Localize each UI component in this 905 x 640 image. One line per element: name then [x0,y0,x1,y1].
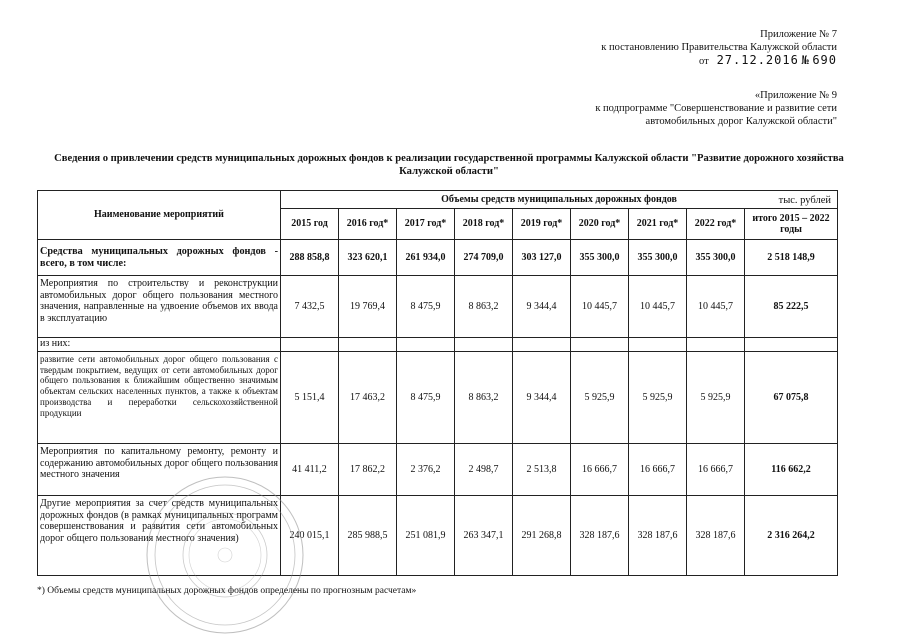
table-row: Мероприятия по капитальному ремонту, ремонту и содержанию автомобильных дорог общего пользования местного значения 41 411,2 17 862,2 2 376,2 2 498,7 2 513,8 16 666,7 16 666,7 16 666,7 116 662,2 [38,444,838,496]
resolution-date: 27.12.2016 [716,53,799,67]
table-row: Средства муниципальных дорожных фондов - всего, в том числе: 288 858,8 323 620,1 261 934,0 274 709,0 303 127,0 355 300,0 355 300,0 355 300,0 2 518 148,9 [38,240,838,276]
document-title: Сведения о привлечении средств муниципальных дорожных фондов к реализации государственной программы Калужской области "Развитие дорожного хозяйства Калужской области" [54,153,844,177]
table-row: Другие мероприятия за счет средств муниципальных дорожных фондов (в рамках муниципальных программ совершенствования и развития сети автомобильных дорог общего пользования местного значения) 240 015,1 285 988,5 251 081,9 263 347,1 291 268,8 328 187,6 328 187,6 328 187,6 2 316 264,2 [38,496,838,576]
year-header: 2019 год* [513,209,571,240]
row-name: Мероприятия по строительству и реконструкции автомобильных дорог общего пользования местного значения, направленные на удвоение объемов их ввода в эксплуатацию [38,276,281,338]
subprogram-header: «Приложение № 9 к подпрограмме "Совершенствование и развитие сети автомобильных дорог Калужской области" [595,90,837,127]
table-row [38,338,838,352]
resolution-number: 690 [812,53,837,67]
row-name: развитие сети автомобильных дорог общего пользования с твердым покрытием, ведущих от сети автомобильных дорог общего пользования к ближайшим общественно значимым объектам сельских населенных пунктов, а также к объектам производства и переработки сельскохозяйственной продукции [38,352,281,444]
footnote: *) Объемы средств муниципальных дорожных фондов определены по прогнозным расчетам» [37,586,417,596]
total-header: итого 2015 – 2022 годы [745,209,838,240]
table-row: Мероприятия по строительству и реконструкции автомобильных дорог общего пользования местного значения, направленные на удвоение объемов их ввода в эксплуатацию 7 432,5 19 769,4 8 475,9 8 863,2 9 344,4 10 445,7 10 445,7 10 445,7 85 222,5 [38,276,838,338]
units-label: тыс. рублей [778,195,831,206]
funds-table [37,190,838,576]
appendix-header [601,28,837,68]
year-header: 2018 год* [455,209,513,240]
appendix-number: Приложение № 7 [760,29,837,40]
table-row: развитие сети автомобильных дорог общего пользования с твердым покрытием, ведущих от сети автомобильных дорог общего пользования к ближайшим общественно значимым объектам сельских населенных пунктов, а также к объектам производства и переработки сельскохозяйственной продукции 5 151,4 17 463,2 8 475,9 8 863,2 9 344,4 5 925,9 5 925,9 5 925,9 67 075,8 [38,352,838,444]
year-header: 2015 год [281,209,339,240]
row-name: из них: [38,338,281,352]
year-header: 2021 год* [629,209,687,240]
year-header: 2020 год* [571,209,629,240]
col-header-name: Наименование мероприятий [38,191,281,240]
row-name: Другие мероприятия за счет средств муниципальных дорожных фондов (в рамках муниципальных программ совершенствования и развития сети автомобильных дорог общего пользования местного значения) [38,496,281,576]
col-header-group: Объемы средств муниципальных дорожных фондов [281,191,838,209]
year-header: 2016 год* [339,209,397,240]
row-name: Средства муниципальных дорожных фондов - всего, в том числе: [38,240,281,276]
resolution-reference: к постановлению Правительства Калужской области [601,42,837,53]
resolution-date-line: от 27.12.2016 № 690 [699,53,837,67]
year-header: 2017 год* [397,209,455,240]
row-name: Мероприятия по капитальному ремонту, ремонту и содержанию автомобильных дорог общего пользования местного значения [38,444,281,496]
year-header: 2022 год* [687,209,745,240]
sub-appendix-number: «Приложение № 9 [754,90,837,101]
